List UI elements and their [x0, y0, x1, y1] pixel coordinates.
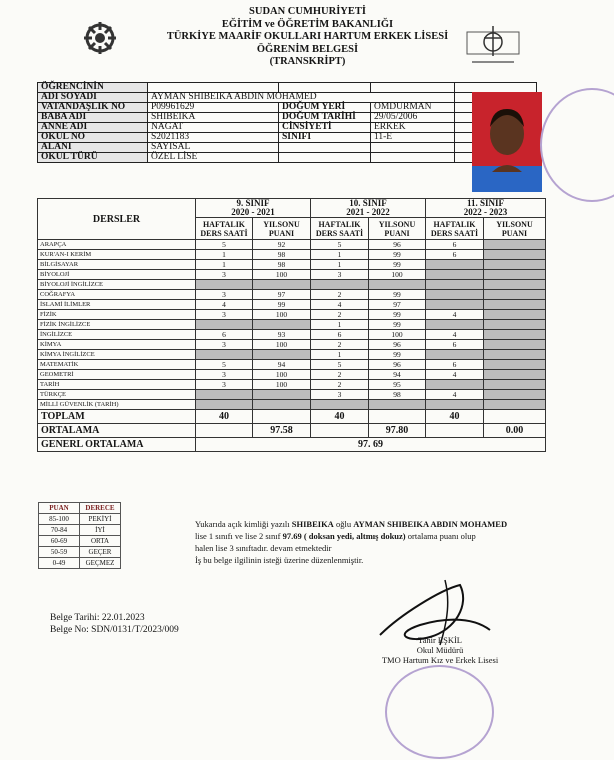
scale-range: 70-84	[39, 525, 80, 536]
grade-cell-p11	[484, 250, 546, 260]
grade-cell-h11: 6	[426, 340, 484, 350]
statement-part: oğlu	[333, 519, 354, 529]
grade-cell-h9: 3	[196, 310, 253, 320]
grade-cell-p11	[484, 330, 546, 340]
mother-label: ANNE ADI	[38, 123, 148, 133]
birthplace-label: DOĞUM YERİ	[279, 103, 371, 113]
class-value: 11-E	[371, 133, 455, 143]
grade-cell-h9: 1	[196, 250, 253, 260]
grade-cell-h9: 3	[196, 270, 253, 280]
grade-cell-p10: 99	[369, 310, 426, 320]
birthplace-value: OMDURMAN	[371, 103, 455, 113]
subject-name: KİMYA İNGİLİZCE	[38, 350, 196, 360]
maarif-logo-icon	[80, 18, 120, 58]
grade-cell-h9: 3	[196, 380, 253, 390]
score-header: YILSONU PUANI	[484, 218, 546, 240]
grade-cell-p9	[253, 390, 311, 400]
year-11-grade: 11. SINIF	[466, 198, 504, 208]
grade-cell-p10: 97	[369, 300, 426, 310]
score-header: YILSONU PUANI	[253, 218, 311, 240]
grade-row	[38, 300, 546, 310]
grade-cell-p10	[369, 280, 426, 290]
statement-line: İş bu belge ilgilinin isteği üzerine düzenlenmiştir.	[195, 555, 364, 565]
sudan-emblem-icon	[462, 22, 524, 72]
subject-name: BİYOLOJİ	[38, 270, 196, 280]
scale-head-score: PUAN	[39, 503, 80, 514]
scale-range: 50-59	[39, 547, 80, 558]
grade-cell-h10: 6	[311, 330, 369, 340]
section-label: ÖĞRENCİNİN	[38, 83, 148, 93]
subject-name: MİLLİ GÜVENLİK (TARİH)	[38, 400, 196, 410]
total-11: 40	[426, 410, 484, 424]
grade-cell-h10: 1	[311, 350, 369, 360]
grade-cell-p9: 93	[253, 330, 311, 340]
birthdate-value: 29/05/2006	[371, 113, 455, 123]
grade-row	[38, 280, 546, 290]
document-meta	[50, 612, 179, 636]
subject-name: BİLGİSAYAR	[38, 260, 196, 270]
signatory-block	[350, 635, 530, 665]
grade-cell-h9: 6	[196, 330, 253, 340]
document-number: Belge No: SDN/0131/T/2023/009	[50, 625, 179, 635]
statement-score-words: ( doksan yedi, altmış dokuz)	[301, 531, 406, 541]
school-type-value: ÖZEL LİSE	[148, 153, 279, 163]
grade-cell-p9	[253, 350, 311, 360]
grade-cell-p9: 98	[253, 260, 311, 270]
subject-name: KİMYA	[38, 340, 196, 350]
grade-cell-p9: 100	[253, 310, 311, 320]
grade-cell-h10: 1	[311, 250, 369, 260]
general-average-label: GENERL ORTALAMA	[38, 438, 196, 452]
grade-row	[38, 340, 546, 350]
hours-header: HAFTALIK DERS SAATİ	[426, 218, 484, 240]
grade-row	[38, 260, 546, 270]
grade-cell-p9: 100	[253, 270, 311, 280]
subject-name: FİZİK	[38, 310, 196, 320]
grade-cell-p10: 99	[369, 260, 426, 270]
grade-cell-h10: 1	[311, 320, 369, 330]
grade-cell-p10: 99	[369, 350, 426, 360]
grade-row	[38, 320, 546, 330]
signatory-title: Okul Müdürü	[416, 645, 464, 655]
grade-cell-h11: 6	[426, 360, 484, 370]
subject-name: KUR'AN-I KERİM	[38, 250, 196, 260]
scale-range: 60-69	[39, 536, 80, 547]
subject-name: GEOMETRİ	[38, 370, 196, 380]
header-line: SUDAN CUMHURİYETİ	[249, 6, 366, 17]
father-label: BABA ADI	[38, 113, 148, 123]
grade-cell-h9: 3	[196, 370, 253, 380]
grade-cell-p10: 95	[369, 380, 426, 390]
scale-grade: GEÇER	[80, 547, 121, 558]
year-9-grade: 9. SINIF	[236, 198, 270, 208]
grade-cell-h10: 2	[311, 310, 369, 320]
grade-cell-p9: 94	[253, 360, 311, 370]
birthdate-label: DOĞUM TARİHİ	[279, 113, 371, 123]
scale-grade: İYİ	[80, 525, 121, 536]
grade-cell-h10: 2	[311, 340, 369, 350]
grade-cell-p11	[484, 310, 546, 320]
subject-name: ARAPÇA	[38, 240, 196, 250]
hours-header: HAFTALIK DERS SAATİ	[311, 218, 369, 240]
grade-cell-h10: 5	[311, 240, 369, 250]
grade-cell-h9	[196, 280, 253, 290]
grade-cell-p11	[484, 380, 546, 390]
subject-name: İNGİLİZCE	[38, 330, 196, 340]
grade-cell-p9: 98	[253, 250, 311, 260]
grade-row	[38, 330, 546, 340]
grade-cell-p11	[484, 400, 546, 410]
total-9: 40	[196, 410, 253, 424]
grade-cell-p9: 100	[253, 340, 311, 350]
grade-cell-h9	[196, 320, 253, 330]
grade-cell-p11	[484, 270, 546, 280]
grade-cell-p11	[484, 370, 546, 380]
statement-father: SHIBEIKA	[291, 519, 334, 529]
grade-cell-h11: 4	[426, 370, 484, 380]
grade-cell-p9	[253, 400, 311, 410]
statement-part: lise 1 sınıfı ve lise 2 sınıf	[195, 531, 283, 541]
grade-cell-h10: 2	[311, 290, 369, 300]
grade-row	[38, 270, 546, 280]
grade-cell-h11	[426, 400, 484, 410]
grade-cell-h9: 3	[196, 340, 253, 350]
statement-text	[195, 518, 515, 566]
scale-grade: PEKİYİ	[80, 514, 121, 525]
grade-cell-h10: 3	[311, 390, 369, 400]
year-9-range: 2020 - 2021	[231, 207, 275, 217]
scale-head-grade: DERECE	[80, 503, 121, 514]
official-stamp-bottom	[385, 665, 494, 759]
grade-row	[38, 390, 546, 400]
person-icon	[472, 92, 542, 192]
statement-name: AYMAN SHIBEIKA ABDIN MOHAMED	[353, 519, 508, 529]
grade-cell-h11	[426, 290, 484, 300]
grade-row	[38, 310, 546, 320]
name-label: ADI SOYADI	[38, 93, 148, 103]
statement-part: ortalama puanı olup	[405, 531, 476, 541]
average-11: 0.00	[484, 424, 546, 438]
grade-row	[38, 250, 546, 260]
student-name: AYMAN SHIBEIKA ABDIN MOHAMED	[148, 93, 455, 103]
signatory-name: Tahir EŞKİL	[417, 635, 463, 645]
grade-cell-p9: 99	[253, 300, 311, 310]
grade-cell-h11: 4	[426, 330, 484, 340]
grade-cell-p10: 98	[369, 390, 426, 400]
grade-cell-h11	[426, 380, 484, 390]
grade-cell-h11: 6	[426, 240, 484, 250]
student-info-table	[37, 82, 537, 163]
grade-cell-h10	[311, 400, 369, 410]
grade-row	[38, 290, 546, 300]
id-value: P09961629	[148, 103, 279, 113]
subject-name: İSLAMİ İLİMLER	[38, 300, 196, 310]
header-line: TÜRKİYE MAARİF OKULLARI HARTUM ERKEK LİSESİ	[166, 31, 449, 42]
grade-row	[38, 240, 546, 250]
grade-cell-p11	[484, 260, 546, 270]
grade-cell-p11	[484, 290, 546, 300]
grade-cell-h11	[426, 350, 484, 360]
score-header: YILSONU PUANI	[369, 218, 426, 240]
grade-cell-h11: 6	[426, 250, 484, 260]
total-label: TOPLAM	[38, 410, 196, 424]
statement-score: 97.69	[282, 531, 302, 541]
school-type-label: OKUL TÜRÜ	[38, 153, 148, 163]
grade-cell-h9: 4	[196, 300, 253, 310]
grade-cell-h10	[311, 280, 369, 290]
grade-cell-p10: 99	[369, 250, 426, 260]
grade-cell-h9	[196, 400, 253, 410]
document-header	[150, 6, 465, 69]
grade-cell-h9: 1	[196, 260, 253, 270]
statement-part: Yukarıda açık kimliği yazılı	[195, 519, 292, 529]
subject-name: FİZİK İNGİLİZCE	[38, 320, 196, 330]
grades-table	[37, 198, 546, 452]
grade-cell-h11	[426, 280, 484, 290]
grade-cell-h10: 3	[311, 270, 369, 280]
grade-row	[38, 360, 546, 370]
scale-grade: ORTA	[80, 536, 121, 547]
subject-name: TARİH	[38, 380, 196, 390]
subject-name: MATEMATİK	[38, 360, 196, 370]
grade-cell-p11	[484, 350, 546, 360]
grade-cell-h11	[426, 320, 484, 330]
field-label: ALANI	[38, 143, 148, 153]
mother-value: NAGAT	[148, 123, 279, 133]
student-photo	[472, 92, 542, 192]
grade-cell-p10: 99	[369, 290, 426, 300]
grade-cell-p10: 96	[369, 240, 426, 250]
grade-row	[38, 370, 546, 380]
gender-value: ERKEK	[371, 123, 455, 133]
header-line: ÖĞRENİM BELGESİ	[256, 43, 359, 55]
grade-cell-p10: 94	[369, 370, 426, 380]
official-stamp-top	[540, 88, 614, 202]
grade-cell-p9: 100	[253, 380, 311, 390]
header-line: EĞİTİM ve ÖĞRETİM BAKANLIĞI	[221, 18, 394, 30]
grade-cell-p11	[484, 280, 546, 290]
grade-cell-h9	[196, 350, 253, 360]
grade-cell-p10: 100	[369, 330, 426, 340]
grade-cell-p11	[484, 340, 546, 350]
grade-row	[38, 350, 546, 360]
scale-grade: GEÇMEZ	[80, 558, 121, 569]
statement-line: halen lise 3 sınıftadır. devam etmektedir	[195, 543, 332, 553]
grade-cell-p10: 96	[369, 360, 426, 370]
subject-name: COĞRAFYA	[38, 290, 196, 300]
grade-cell-h9: 5	[196, 360, 253, 370]
grading-scale-table	[38, 502, 121, 569]
grade-row	[38, 380, 546, 390]
grade-row	[38, 400, 546, 410]
grade-cell-h9	[196, 390, 253, 400]
subject-name: BİYOLOJİ İNGİLİZCE	[38, 280, 196, 290]
grade-cell-p9: 100	[253, 370, 311, 380]
average-10: 97.80	[369, 424, 426, 438]
grade-cell-p10: 99	[369, 320, 426, 330]
total-10: 40	[311, 410, 369, 424]
father-value: SHIBEIKA	[148, 113, 279, 123]
grade-cell-h11	[426, 270, 484, 280]
grade-cell-p11	[484, 320, 546, 330]
grade-cell-p9	[253, 280, 311, 290]
grade-cell-p11	[484, 240, 546, 250]
grade-cell-p9: 92	[253, 240, 311, 250]
grade-cell-p10: 100	[369, 270, 426, 280]
scale-range: 0-49	[39, 558, 80, 569]
id-label: VATANDAŞLIK NO	[38, 103, 148, 113]
grade-cell-h11	[426, 300, 484, 310]
field-value: SAYISAL	[148, 143, 279, 153]
hours-header: HAFTALIK DERS SAATİ	[196, 218, 253, 240]
average-label: ORTALAMA	[38, 424, 196, 438]
year-11-range: 2022 - 2023	[463, 207, 508, 217]
year-10-grade: 10. SINIF	[349, 198, 387, 208]
grade-cell-p9	[253, 320, 311, 330]
grade-cell-h11	[426, 260, 484, 270]
grade-cell-p10: 96	[369, 340, 426, 350]
grade-cell-h10: 4	[311, 300, 369, 310]
grade-cell-p11	[484, 300, 546, 310]
grade-cell-h11: 4	[426, 310, 484, 320]
scale-range: 85-100	[39, 514, 80, 525]
grade-cell-p11	[484, 390, 546, 400]
average-9: 97.58	[253, 424, 311, 438]
school-no-label: OKUL NO	[38, 133, 148, 143]
year-10-range: 2021 - 2022	[346, 207, 390, 217]
grade-cell-h10: 5	[311, 360, 369, 370]
grade-cell-p11	[484, 360, 546, 370]
subject-name: TÜRKÇE	[38, 390, 196, 400]
grade-cell-p10	[369, 400, 426, 410]
grade-cell-h10: 1	[311, 260, 369, 270]
header-line: (TRANSKRİPT)	[269, 56, 346, 67]
subjects-header: DERSLER	[38, 199, 196, 240]
grade-cell-h11: 4	[426, 390, 484, 400]
grade-cell-h9: 3	[196, 290, 253, 300]
general-average-value: 97. 69	[196, 438, 546, 452]
signatory-org: TMO Hartum Kız ve Erkek Lisesi	[381, 655, 499, 665]
grade-cell-h9: 5	[196, 240, 253, 250]
class-label: SINIFI	[279, 133, 371, 143]
gender-label: CİNSİYETİ	[279, 123, 371, 133]
grade-cell-h10: 2	[311, 370, 369, 380]
document-date: Belge Tarihi: 22.01.2023	[50, 613, 145, 623]
grade-cell-h10: 2	[311, 380, 369, 390]
school-no-value: S2021183	[148, 133, 279, 143]
grade-cell-p9: 97	[253, 290, 311, 300]
